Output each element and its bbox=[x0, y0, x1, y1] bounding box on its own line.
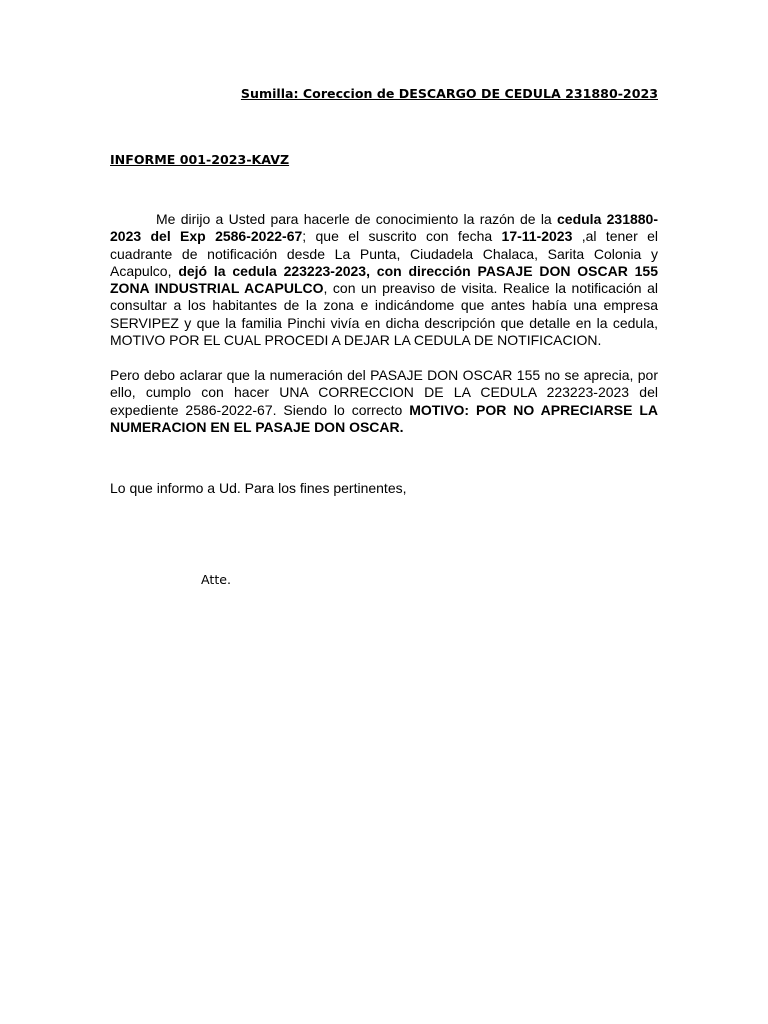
paragraph-1-bold-address: dejó la cedula 223223-2023, con dirección PASAJE DON OSCAR 155 ZONA INDUSTRIAL ACAPULCO bbox=[110, 262, 659, 297]
paragraph-1-text-1: Me dirijo a Usted para hacerle de conocimiento la razón de la bbox=[156, 211, 557, 227]
paragraph-1-text-2: ; que el suscrito con fecha bbox=[302, 228, 502, 245]
paragraph-1-bold-cedula: cedula 231880-2023 del Exp 2586-2022-67 bbox=[110, 211, 658, 245]
body-paragraph-2 bbox=[110, 367, 658, 436]
body-paragraph-1 bbox=[110, 211, 658, 349]
paragraph-2-text-1: Pero debo aclarar que la numeración del PASAJE DON OSCAR 155 no se aprecia, por ello, cumplo con hacer UNA CORRECCION DE LA CEDULA 223223-2023 del expediente 2586-2022-67. Siendo lo correcto bbox=[110, 367, 658, 418]
signoff: Atte. bbox=[201, 572, 232, 587]
paragraph-1-bold-date: 17-11-2023 bbox=[501, 228, 573, 245]
paragraph-1-text-3: ,al tener el cuadrante de notificación desde La Punta, Ciudadela Chalaca, Sarita Colonia y Acapulco, bbox=[110, 228, 658, 279]
sumilla-heading: Sumilla: Coreccion de DESCARGO DE CEDULA 231880-2023 bbox=[240, 86, 658, 101]
paragraph-1-text-4: , con un preaviso de visita. Realice la notificación al consultar a los habitantes de la zona e indicándome que antes había una empresa SERVIPEZ y que la familia Pinchi vivía en dicha descripción que detalle en la cedula, MOTIVO POR EL CUAL PROCEDI A DEJAR LA CEDULA DE NOTIFICACION. bbox=[110, 280, 658, 349]
paragraph-2-bold-motivo: MOTIVO: POR NO APRECIARSE LA NUMERACION EN EL PASAJE DON OSCAR. bbox=[110, 401, 659, 435]
closing-line: Lo que informo a Ud. Para los fines pertinentes, bbox=[110, 480, 407, 496]
informe-title: INFORME 001-2023-KAVZ bbox=[110, 152, 290, 167]
